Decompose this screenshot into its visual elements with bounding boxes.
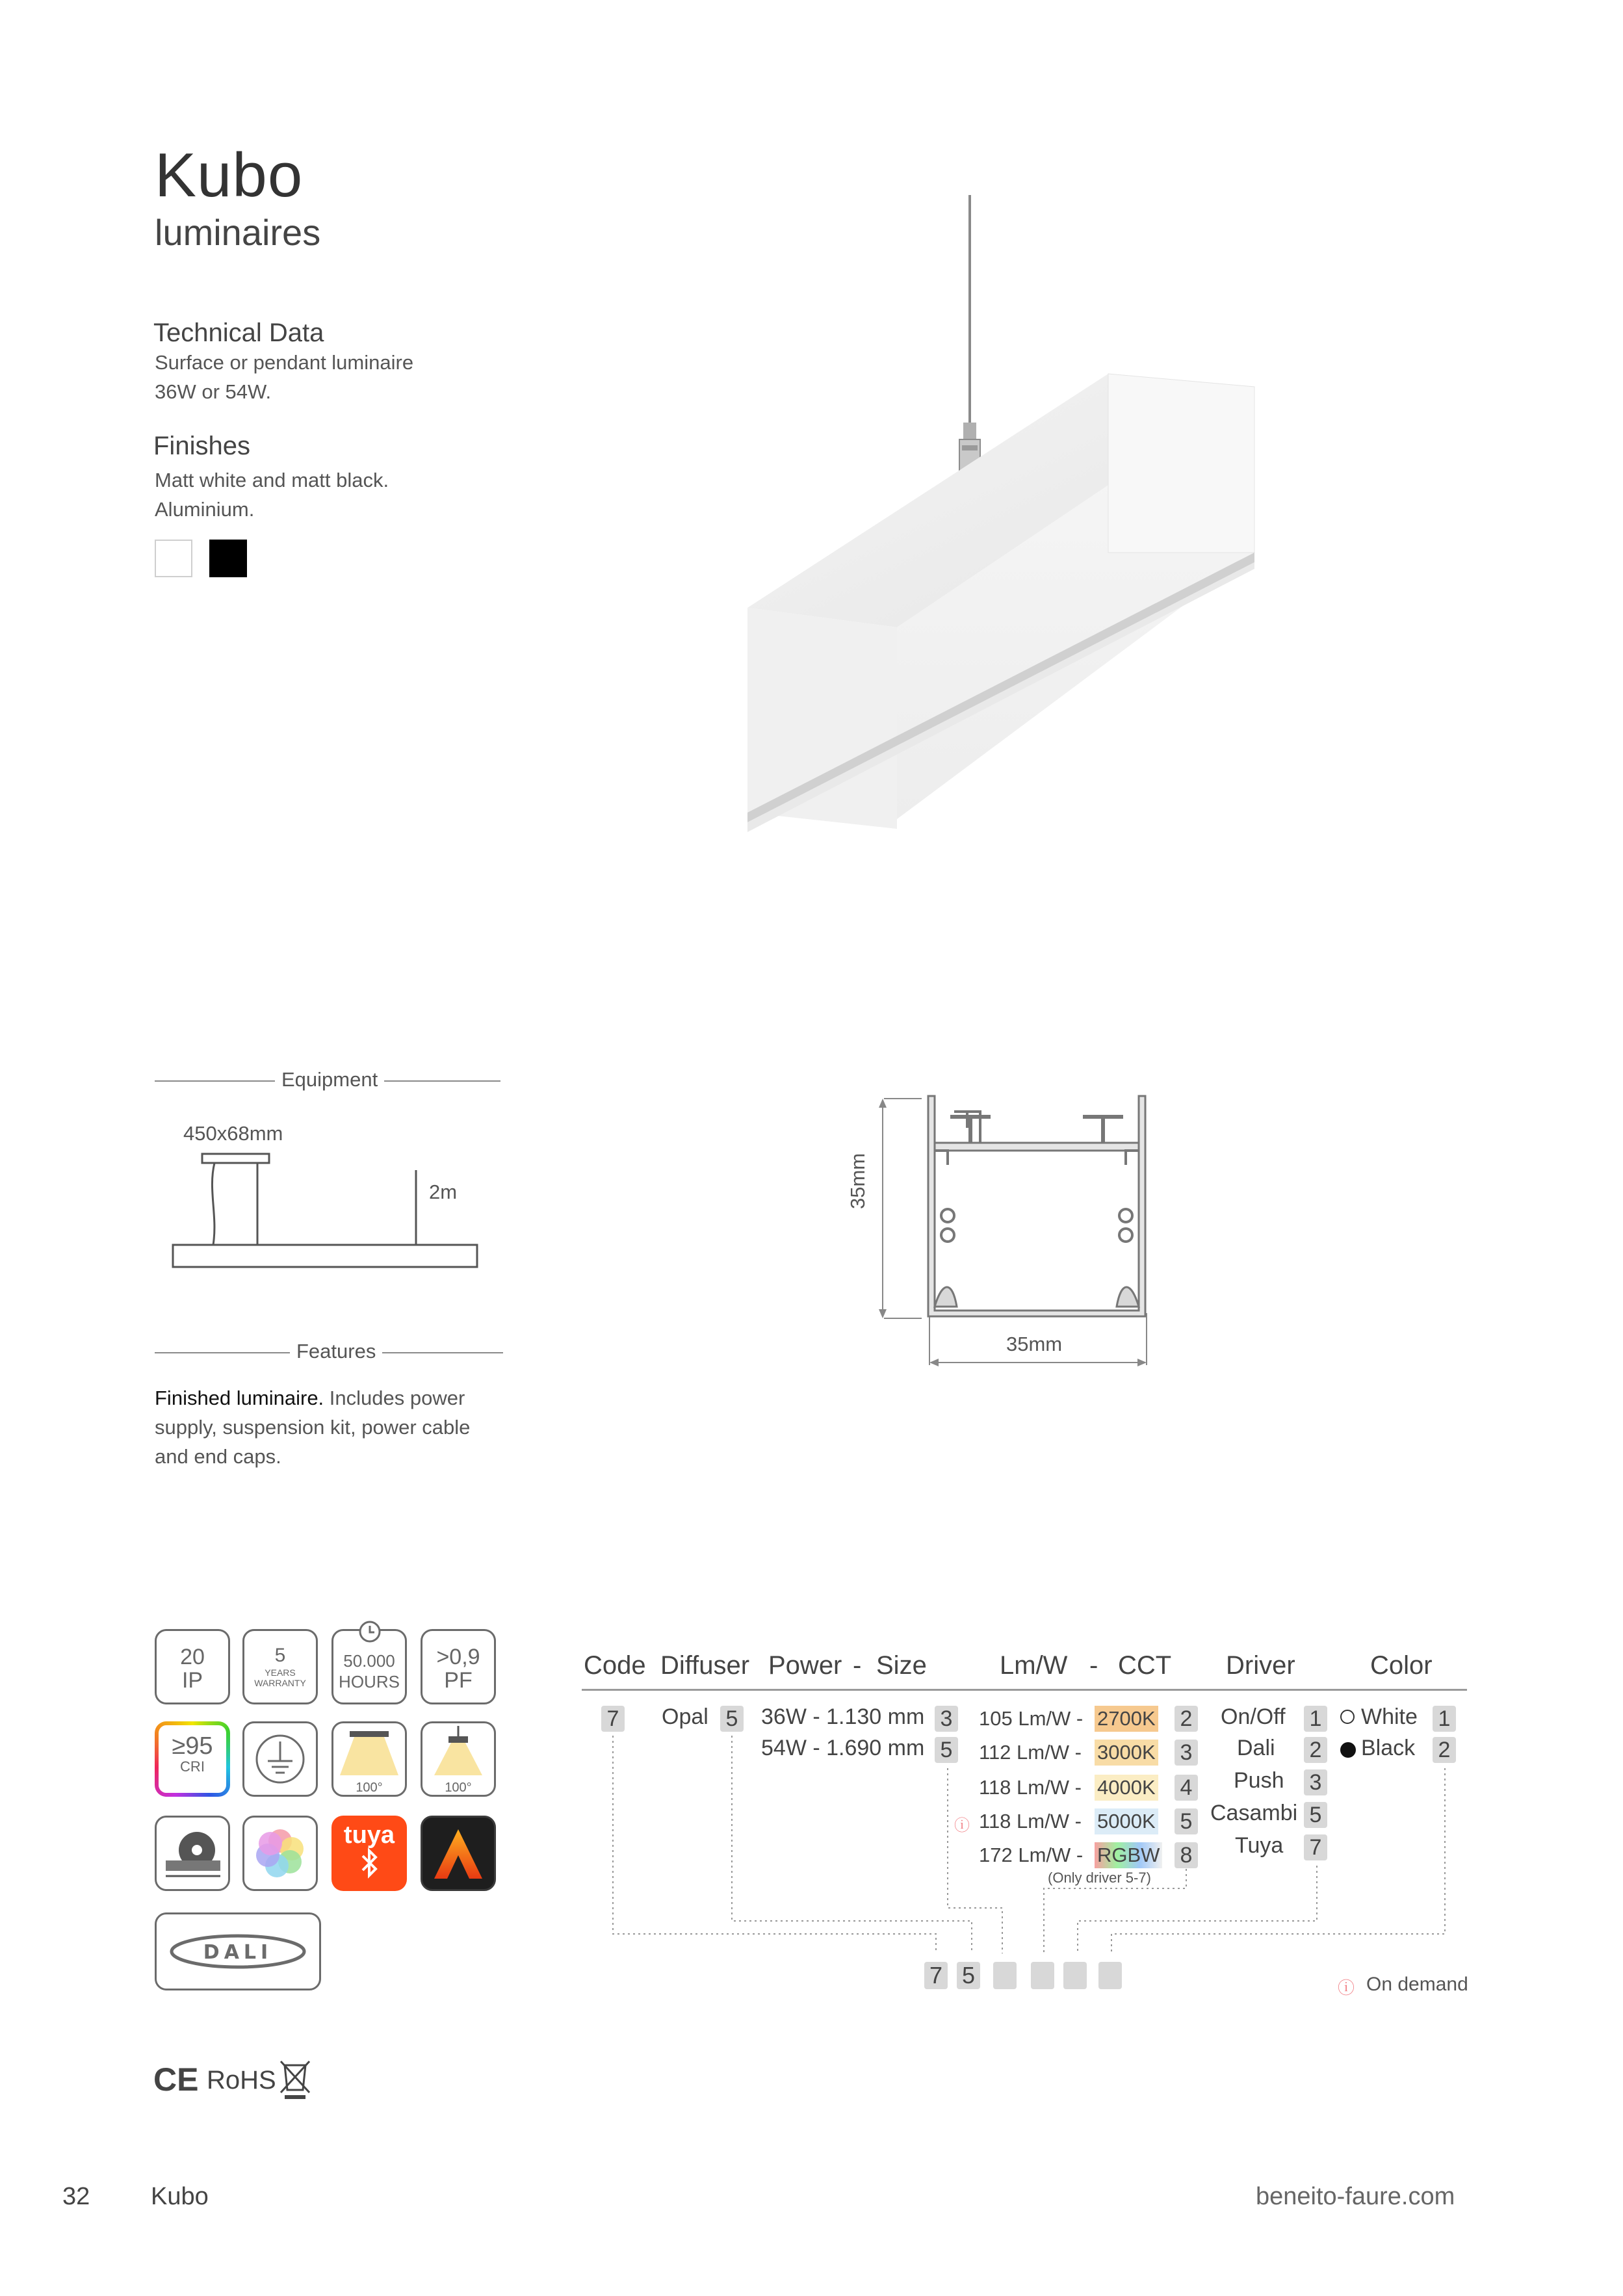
- col-diffuser-header: Diffuser: [660, 1651, 750, 1680]
- color-wheel-icon: [244, 1818, 316, 1889]
- color-code-black: 2: [1433, 1737, 1456, 1763]
- casambi-logo-icon: [422, 1818, 494, 1889]
- beam-angle-icon-1: [331, 1721, 407, 1797]
- product-subtitle: luminaires: [155, 212, 321, 253]
- code-slot-1: 7: [924, 1962, 948, 1989]
- beam-angle-icon-2: [421, 1721, 496, 1797]
- driver-code-dali: 2: [1304, 1737, 1327, 1763]
- dali-icon: [155, 1912, 321, 1990]
- cut-to-size-icon: [155, 1816, 230, 1891]
- features-text: [155, 1383, 493, 1471]
- finishes-heading: Finishes: [153, 432, 250, 460]
- rgbw-note: (Only driver 5-7): [1048, 1870, 1151, 1886]
- lm-row-5000: 118 Lm/W -: [979, 1810, 1082, 1833]
- code-slot-3: [993, 1962, 1017, 1989]
- col-size-header: Size: [876, 1651, 927, 1680]
- hours-value: 50.000: [343, 1651, 395, 1671]
- driver-dali: Dali: [1237, 1736, 1275, 1760]
- on-demand-icon-5000k: ⓘ: [954, 1817, 970, 1834]
- pf-label: PF: [444, 1668, 473, 1693]
- profile-diagram: [871, 1092, 1157, 1372]
- page-number: 32: [62, 2183, 90, 2210]
- col-driver-header: Driver: [1226, 1651, 1295, 1680]
- product-title: Kubo: [155, 140, 304, 210]
- code-slot-5: [1063, 1962, 1087, 1989]
- cct-code-rgbw: 8: [1175, 1842, 1198, 1868]
- cct-rgbw: RGBW: [1095, 1842, 1162, 1868]
- cct-code-3000k: 3: [1175, 1740, 1198, 1766]
- light-beam-icon: [333, 1723, 405, 1779]
- header-dash-2: -: [1089, 1651, 1098, 1680]
- diffuser-opal: Opal: [662, 1704, 708, 1729]
- driver-casambi: Casambi: [1210, 1801, 1298, 1825]
- lm-row-rgbw: 172 Lm/W -: [979, 1844, 1084, 1866]
- equipment-diagram: [169, 1151, 481, 1271]
- ce-mark: CE: [153, 2061, 199, 2098]
- white-dot-icon: [1340, 1710, 1355, 1724]
- ground-class-icon: [242, 1721, 318, 1797]
- ip-value: 20: [180, 1645, 205, 1669]
- cct-4000k: 4000K: [1095, 1775, 1158, 1801]
- technical-data-heading: Technical Data: [153, 319, 324, 347]
- product-image: [747, 189, 1267, 858]
- on-demand-label: On demand: [1366, 1974, 1468, 1995]
- driver-code-casambi: 5: [1304, 1802, 1327, 1828]
- beam-angle-1: 100°: [356, 1781, 383, 1795]
- white-finish-swatch: [155, 540, 192, 577]
- tuya-icon: [331, 1816, 407, 1891]
- color-code-white: 1: [1433, 1706, 1456, 1732]
- ip-label: IP: [181, 1668, 203, 1693]
- warranty-icon: [242, 1629, 318, 1704]
- cct-3000k: 3000K: [1095, 1740, 1158, 1766]
- cct-2700k: 2700K: [1095, 1706, 1158, 1732]
- black-finish-swatch: [209, 540, 247, 577]
- beam-angle-2: 100°: [445, 1781, 472, 1795]
- table-header-rule: [582, 1689, 1467, 1691]
- technical-data-line2: 36W or 54W.: [155, 380, 272, 403]
- col-color-header: Color: [1370, 1651, 1433, 1680]
- col-lmw-header: Lm/W: [1000, 1651, 1068, 1680]
- cct-code-4000k: 4: [1175, 1775, 1198, 1801]
- driver-code-onoff: 1: [1304, 1706, 1327, 1732]
- casambi-icon: [421, 1816, 496, 1891]
- code-value: 7: [601, 1706, 625, 1732]
- diffuser-code: 5: [720, 1706, 744, 1732]
- profile-height-label: 35mm: [846, 1153, 869, 1209]
- on-demand-icon: ⓘ: [1338, 1978, 1355, 1998]
- features-body: Includes power supply, suspension kit, power cable and end caps.: [155, 1387, 471, 1468]
- driver-tuya: Tuya: [1235, 1833, 1284, 1858]
- warranty-value: 5: [274, 1645, 286, 1666]
- driver-code-tuya: 7: [1304, 1834, 1327, 1860]
- warranty-years: YEARS: [265, 1667, 296, 1678]
- weee-bin-icon: [276, 2056, 315, 2102]
- cri-inner: [159, 1725, 226, 1793]
- power-row-36w: 36W - 1.130 mm: [761, 1704, 925, 1729]
- driver-push: Push: [1234, 1768, 1284, 1793]
- rohs-mark: RoHS: [207, 2066, 276, 2094]
- power-code-36w: 3: [935, 1706, 958, 1732]
- finishes-line2: Aluminium.: [155, 498, 255, 521]
- col-code-header: Code: [584, 1651, 646, 1680]
- cri-value: ≥95: [172, 1732, 213, 1760]
- col-power-header: Power: [768, 1651, 842, 1680]
- finishes-line1: Matt white and matt black.: [155, 469, 389, 491]
- col-cct-header: CCT: [1118, 1651, 1172, 1680]
- power-row-54w: 54W - 1.690 mm: [761, 1736, 925, 1760]
- color-black: Black: [1361, 1736, 1416, 1760]
- code-slot-6: [1098, 1962, 1122, 1989]
- profile-width-label: 35mm: [1006, 1333, 1063, 1355]
- ip20-icon: [155, 1629, 230, 1704]
- driver-onoff: On/Off: [1221, 1704, 1286, 1729]
- warranty-label: WARRANTY: [254, 1678, 306, 1688]
- hours-label: HOURS: [339, 1672, 400, 1691]
- equipment-heading: Equipment: [275, 1068, 384, 1091]
- clock-icon: [358, 1620, 382, 1643]
- pendant-beam-icon: [422, 1723, 494, 1779]
- rgb-icon: [242, 1816, 318, 1891]
- features-heading: Features: [290, 1340, 382, 1363]
- header-dash-1: -: [853, 1651, 862, 1680]
- power-factor-icon: [421, 1629, 496, 1704]
- saw-blade-icon: [157, 1818, 228, 1889]
- pf-value: >0,9: [436, 1645, 480, 1669]
- cct-code-5000k: 5: [1175, 1808, 1198, 1834]
- driver-code-push: 3: [1304, 1769, 1327, 1795]
- cri-icon: [155, 1721, 230, 1797]
- cct-code-2700k: 2: [1175, 1706, 1198, 1732]
- bluetooth-icon: [356, 1847, 382, 1879]
- code-slot-2: 5: [957, 1962, 980, 1989]
- lm-row-4000: 118 Lm/W -: [979, 1776, 1082, 1799]
- tuya-label: tuya: [343, 1821, 395, 1849]
- cri-label: CRI: [180, 1758, 205, 1775]
- dali-logo-icon: [157, 1914, 319, 1989]
- cct-5000k: 5000K: [1095, 1808, 1158, 1834]
- technical-data-line1: Surface or pendant luminaire: [155, 351, 414, 374]
- footer-product-name: Kubo: [151, 2183, 209, 2210]
- lm-row-2700: 105 Lm/W -: [979, 1707, 1084, 1730]
- lm-row-3000: 112 Lm/W -: [979, 1741, 1082, 1764]
- code-connector-lines: [604, 1729, 1462, 1963]
- code-slot-4: [1031, 1962, 1054, 1989]
- cable-length-label: 2m: [429, 1181, 458, 1203]
- canopy-size-label: 450x68mm: [183, 1122, 283, 1145]
- features-bold: Finished luminaire.: [155, 1387, 324, 1409]
- dali-text: DALI: [203, 1941, 273, 1964]
- power-code-54w: 5: [935, 1737, 958, 1763]
- earth-ground-icon: [244, 1723, 316, 1795]
- footer-website-link[interactable]: beneito-faure.com: [1256, 2183, 1455, 2210]
- color-white: White: [1361, 1704, 1418, 1729]
